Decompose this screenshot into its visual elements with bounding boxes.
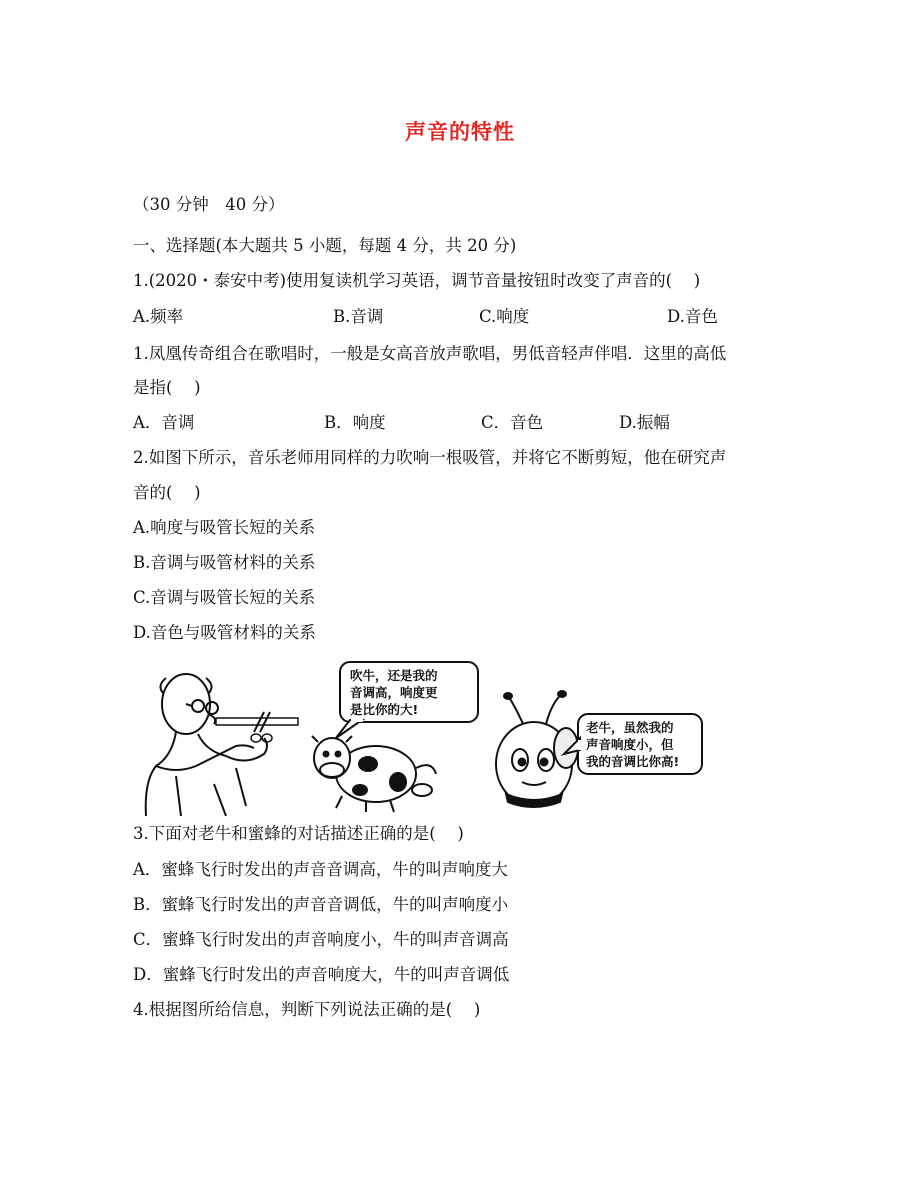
- q1b-option-d: D.振幅: [619, 413, 670, 432]
- question-1b-stem-line2: 是指( ): [133, 378, 201, 397]
- q3-option-b: B．蜜蜂飞行时发出的声音音调低，牛的叫声响度小: [133, 895, 509, 914]
- cow-bubble-line2: 音调高，响度更: [350, 685, 438, 700]
- bee-bubble-line2: 声音响度小，但: [586, 737, 674, 752]
- time-score: （30 分钟 40 分）: [133, 195, 285, 214]
- question-3-stem: 3.下面对老牛和蜜蜂的对话描述正确的是( ): [133, 824, 464, 843]
- q3-option-c: C．蜜蜂飞行时发出的声音响度小，牛的叫声音调高: [133, 930, 509, 949]
- q1a-option-a: A.频率: [133, 307, 184, 326]
- q2-option-c: C.音调与吸管长短的关系: [133, 588, 316, 607]
- teacher-drawing: [146, 674, 267, 816]
- cow-bubble-line3: 是比你的大!: [350, 702, 419, 717]
- question-1a-stem: 1.(2020・泰安中考)使用复读机学习英语，调节音量按钮时改变了声音的( ): [133, 271, 701, 290]
- q1a-option-c: C.响度: [479, 307, 530, 326]
- q2-option-b: B.音调与吸管材料的关系: [133, 553, 316, 572]
- q1b-option-b: B．响度: [324, 413, 386, 432]
- page-title: 声音的特性: [405, 119, 515, 144]
- question-4-stem: 4.根据图所给信息，判断下列说法正确的是( ): [133, 1000, 481, 1019]
- illustration-figure: [136, 656, 706, 816]
- q1b-option-a: A．音调: [133, 413, 195, 432]
- question-2-stem-line2: 音的( ): [133, 483, 201, 502]
- q1b-option-c: C．音色: [481, 413, 544, 432]
- cow-speech-bubble: [336, 662, 478, 738]
- straw-drawing: [216, 712, 298, 742]
- q1a-option-d: D.音色: [667, 307, 718, 326]
- cow-drawing: [312, 736, 436, 812]
- q2-option-a: A.响度与吸管长短的关系: [133, 518, 316, 537]
- question-1b-stem-line1: 1.凤凰传奇组合在歌唱时，一般是女高音放声歌唱，男低音轻声伴唱．这里的高低: [133, 344, 727, 363]
- q1a-option-b: B.音调: [333, 307, 384, 326]
- cow-bubble-line1: 吹牛，还是我的: [350, 668, 438, 683]
- section-heading: 一、选择题(本大题共 5 小题，每题 4 分，共 20 分): [133, 236, 517, 255]
- bee-bubble-line1: 老牛，虽然我的: [586, 720, 674, 735]
- q3-option-d: D．蜜蜂飞行时发出的声音响度大，牛的叫声音调低: [133, 965, 510, 984]
- bee-speech-bubble: [564, 714, 702, 774]
- question-2-stem-line1: 2.如图下所示，音乐老师用同样的力吹响一根吸管，并将它不断剪短，他在研究声: [133, 448, 727, 467]
- bee-drawing: [496, 691, 578, 807]
- q2-option-d: D.音色与吸管材料的关系: [133, 623, 316, 642]
- q3-option-a: A．蜜蜂飞行时发出的声音音调高，牛的叫声响度大: [133, 860, 508, 879]
- bee-bubble-line3: 我的音调比你高!: [586, 754, 680, 769]
